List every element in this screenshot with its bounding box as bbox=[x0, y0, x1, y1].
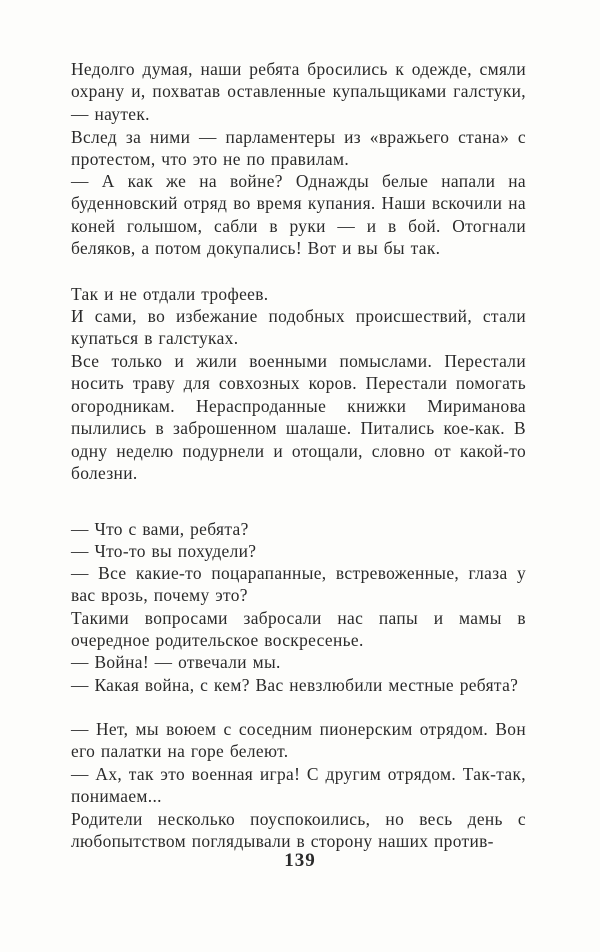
dialogue-line: — Все какие-то поцарапанные, встревоженные, глаза у вас врозь, почему это? bbox=[71, 563, 526, 606]
dialogue-line: — Война! — отвечали мы. bbox=[71, 652, 281, 672]
dialogue-line: — Какая война, с кем? Вас невзлюбили местные ребята? bbox=[71, 675, 519, 695]
paragraph: Вслед за ними — парламентеры из «вражьего стана» с протестом, что это не по правилам. bbox=[71, 127, 526, 170]
paragraph: — А как же на войне? Однажды белые напали на буденновский отряд во время купания. Наши вскочили на коней голышом, сабли в руки — и в бой. Отогнали беляков, а потом докупались! Вот и вы бы так. bbox=[71, 171, 526, 259]
page-number: 139 bbox=[284, 850, 316, 871]
paragraph: Все только и жили военными помыслами. Перестали носить траву для совхозных коров. Перестали помогать огородникам. Нераспроданные книжки Мириманова пылились в заброшенном шалаше. Питались кое-как. В одну неделю подурнели и отощали, словно от какой-то болезни. bbox=[71, 351, 526, 484]
dialogue-line: — Что-то вы похудели? bbox=[71, 541, 257, 561]
dialogue-line: — Что с вами, ребята? bbox=[71, 519, 249, 539]
dialogue-line: — Ах, так это военная игра! С другим отрядом. Так-так, понимаем... bbox=[71, 764, 526, 807]
paragraph: Такими вопросами забросали нас папы и мамы в очередное родительское воскресенье. bbox=[71, 608, 526, 651]
paragraph: Родители несколько поуспокоились, но весь день с любопытством поглядывали в сторону наших против- bbox=[71, 809, 526, 852]
paragraph: Недолго думая, наши ребята бросились к одежде, смяли охрану и, похватав оставленные купальщиками галстуки,— наутек. bbox=[71, 59, 526, 124]
paragraph: Так и не отдали трофеев. bbox=[71, 284, 269, 304]
paragraph: И сами, во избежание подобных происшествий, стали купаться в галстуках. bbox=[71, 306, 526, 349]
dialogue-line: — Нет, мы воюем с соседним пионерским отрядом. Вон его палатки на горе белеют. bbox=[71, 719, 526, 762]
